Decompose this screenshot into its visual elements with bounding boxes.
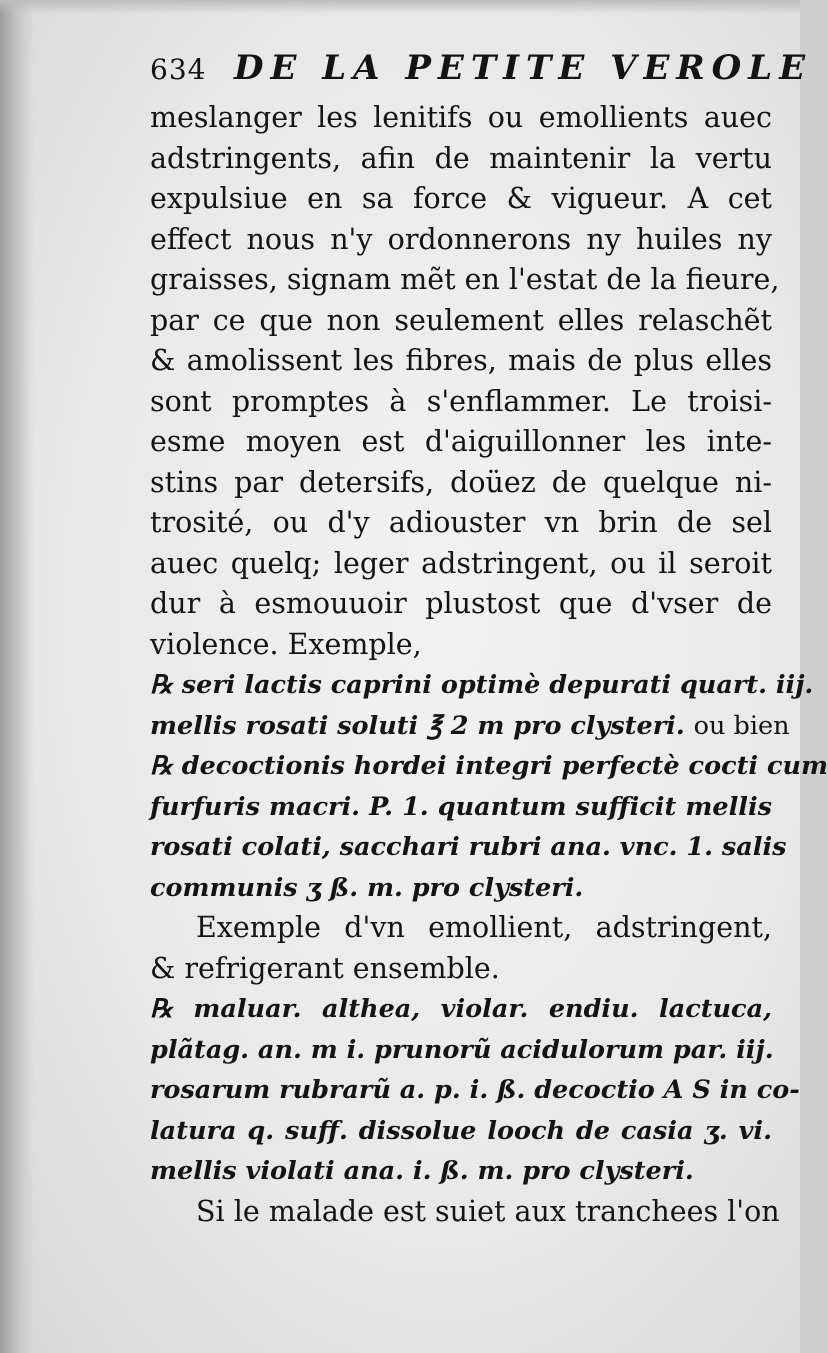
page-header	[150, 38, 813, 98]
text-line: par ce que non seulement elles relaschẽt	[150, 303, 772, 337]
recipe-line: plãtag. an. m i. prunorũ acidulorum par. iij.	[150, 1034, 774, 1065]
page-number: 634	[150, 53, 207, 86]
text-line: effect nous n'y ordonnerons ny huiles ny	[150, 222, 772, 256]
text-block	[150, 38, 828, 1232]
text-line: meslanger les lenitifs ou emollients auec	[150, 101, 772, 134]
text-line: adstringents, afin de maintenir la vertu	[150, 141, 772, 175]
text-line: sont promptes à s'enflammer. Le troisi-	[150, 384, 772, 418]
text-line: violence. Exemple,	[150, 627, 422, 661]
recipe-line: ℞ decoctionis hordei integri perfectè cocti cum	[150, 751, 828, 781]
recipe-line: furfuris macri. P. 1. quantum sufficit mellis	[150, 791, 772, 822]
text-line: & amolissent les fibres, mais de plus elles	[150, 344, 772, 377]
page-top-shadow	[0, 0, 800, 14]
text-line: expulsiue en sa force & vigueur. A cet	[150, 182, 772, 215]
recipe-connector: ou bien	[693, 710, 790, 741]
text-line: esme moyen est d'aiguillonner les inte-	[150, 425, 772, 458]
recipe-line: communis ʒ ß. m. pro clysteri.	[150, 872, 584, 903]
recipe-line: mellis violati ana. i. ß. m. pro clysteri.	[150, 1156, 694, 1186]
text-line: graisses, signam mẽt en l'estat de la fieure,	[150, 263, 780, 296]
page-gutter-shadow	[0, 0, 34, 1353]
running-head: DE LA PETITE VEROLE	[234, 48, 813, 88]
text-line: trosité, ou d'y adiouster vn brin de sel	[150, 506, 772, 539]
recipe-line	[150, 706, 790, 747]
text-line: auec quelq; leger adstringent, ou il seroit	[150, 546, 772, 580]
recipe-line: ℞ seri lactis caprini optimè depurati quart. iij.	[150, 670, 814, 700]
text-line: & refrigerant ensemble.	[150, 951, 500, 985]
recipe-line: ℞ maluar. althea, violar. endiu. lactuca,	[150, 994, 772, 1024]
text-line: Si le malade est suiet aux tranchees l'on	[196, 1194, 780, 1228]
recipe-line: rosati colati, sacchari rubri ana. vnc. 1. salis	[150, 832, 787, 862]
recipe-line: latura q. suff. dissolue looch de casia ʒ. vi.	[150, 1115, 772, 1146]
recipe-text: mellis rosati soluti ℥ 2 m pro clysteri.	[150, 710, 685, 741]
text-line: Exemple d'vn emollient, adstringent,	[196, 911, 772, 944]
text-line: stins par detersifs, doüez de quelque ni-	[150, 465, 772, 499]
text-line: dur à esmouuoir plustost que d'vser de	[150, 587, 772, 620]
recipe-line: rosarum rubrarũ a. p. i. ß. decoctio A S in co-	[150, 1075, 800, 1105]
